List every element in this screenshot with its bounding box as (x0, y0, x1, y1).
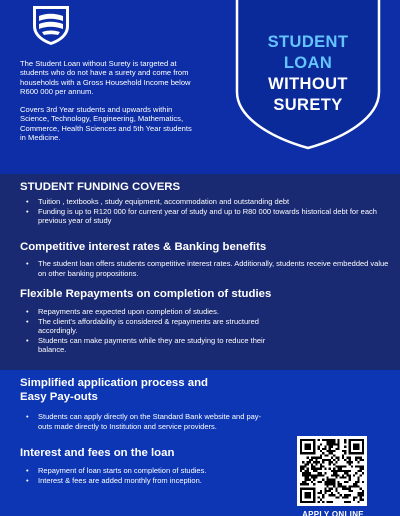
section-heading: Flexible Repayments on completion of studies (20, 288, 272, 300)
title-line: WITHOUT (268, 75, 348, 93)
section-heading: Easy Pay-outs (20, 391, 98, 403)
bullet-list (20, 412, 392, 431)
list-item: • The student loan offers students competitive interest rates. Additionally, students receive embedded value on other banking propositions. (20, 259, 392, 278)
qr-code-icon[interactable] (297, 436, 367, 506)
intro-paragraph: Covers 3rd Year students and upwards within Science, Technology, Engineering, Mathematics, Commerce, Health Sciences and 5th Year students in Medicine. (20, 105, 192, 143)
bullet-list (20, 307, 392, 355)
title-line: LOAN (283, 54, 333, 72)
page-title (234, 32, 382, 116)
benefits-panel (0, 174, 400, 370)
list-item: • Tuition , textbooks , study equipment, accommodation and outstanding debt (20, 197, 392, 207)
rates-section (20, 240, 392, 278)
list-item: • Repayments are expected upon completion of studies. (20, 307, 392, 317)
header-panel (0, 0, 400, 174)
list-item: • Funding is up to R120 000 for current year of study and up to R80 000 towards historical debt for each previous year of study (20, 207, 392, 226)
apply-online-label[interactable]: APPLY ONLINE (302, 510, 364, 516)
funding-section (20, 180, 392, 226)
section-heading: Simplified application process and (20, 377, 208, 389)
section-heading: STUDENT FUNDING COVERS (20, 181, 181, 193)
intro-text (20, 59, 195, 151)
bullet-list (20, 197, 392, 226)
list-item: • The client's affordability is considered & repayments are structured accordingly. (20, 317, 392, 336)
intro-paragraph: The Student Loan without Surety is targeted at students who do not have a surety and come from households with a Gross Household Income below R600 000 per annum. (20, 59, 191, 96)
application-section (20, 376, 392, 431)
title-line: SURETY (273, 96, 343, 114)
title-line: STUDENT (267, 33, 349, 51)
list-item: • Students can apply directly on the Standard Bank website and pay-outs made directly to Institution and service providers. (20, 412, 392, 431)
list-item: • Repayment of loan starts on completion of studies. (20, 466, 392, 476)
list-item: • Interest & fees are added monthly from inception. (20, 476, 392, 486)
qr-code-graphic (300, 439, 364, 503)
section-heading: Interest and fees on the loan (20, 447, 175, 459)
list-item: • Students can make payments while they are studying to reduce their balance. (20, 336, 392, 355)
bullet-list (20, 259, 392, 278)
standard-bank-logo-icon (30, 4, 72, 46)
repayments-section (20, 287, 392, 355)
section-heading: Competitive interest rates & Banking benefits (20, 241, 267, 253)
